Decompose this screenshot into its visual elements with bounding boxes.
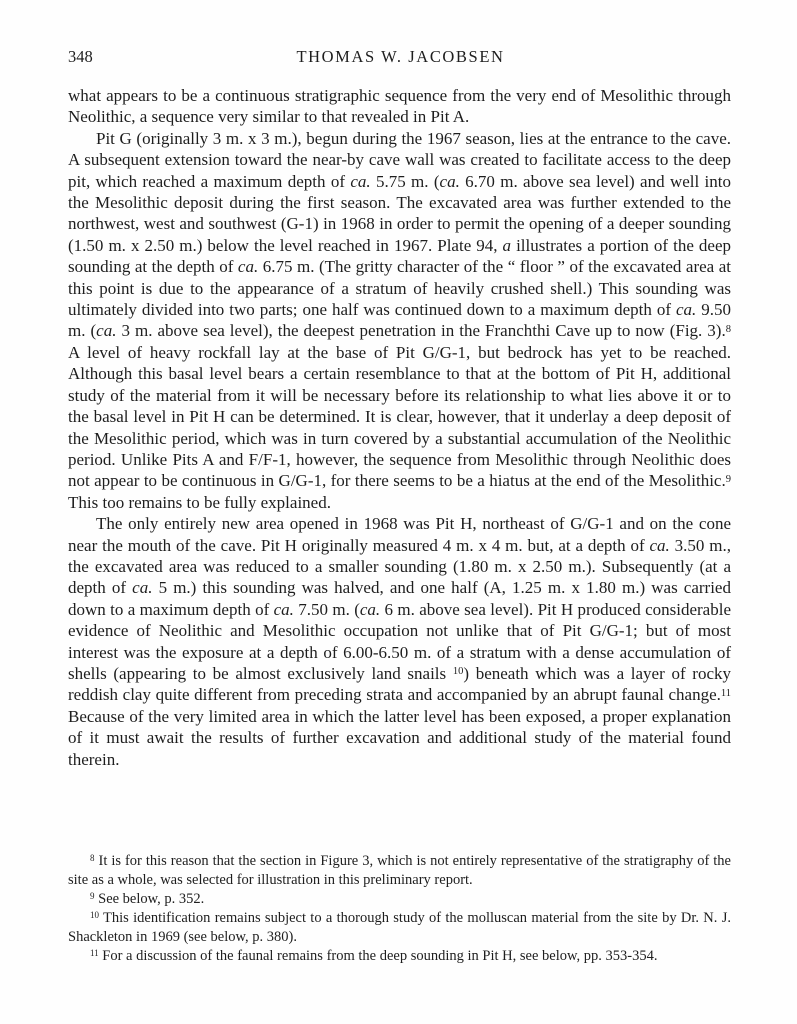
italic-text: ca.	[359, 599, 381, 619]
footnote-marker: 10	[90, 909, 99, 920]
italic-text: ca.	[439, 171, 460, 191]
italic-text: ca.	[237, 257, 259, 277]
running-header	[68, 47, 733, 69]
footnotes-section	[68, 852, 731, 966]
italic-text: ca.	[350, 171, 371, 191]
italic-text: a	[502, 235, 512, 255]
footnote-ref: 10	[452, 666, 464, 678]
footnote: $^{10}$ This identification remains subject to a thorough study of the molluscan material from the site by Dr. N. J. Shackleton in 1969 (see below, p. 380).	[68, 909, 731, 945]
footnote-ref: 9	[725, 473, 731, 485]
page-number: 348	[68, 47, 93, 66]
italic-text: ca.	[649, 535, 670, 555]
paragraph: The only entirely new area opened in 1968 was Pit H, northeast of G/G-1 and on the cone near the mouth of the cave. Pit H originally measured 4 m. x 4 m. but, at a depth of ca. 3.50 m., the excavated area was reduced to a smaller sounding (1.80 m. x 2.50 m.). Subsequently (at a depth of ca. 5 m.) this sounding was halved, and one half (A, 1.25 m. x 1.80 m.) was carried down to a maximum depth of ca. 7.50 m. (ca. 6 m. above sea level). Pit H produced considerable evidence of Neolithic and Mesolithic occupation not unlike that of Pit G/G-1; but of most interest was the exposure at a depth of 6.00-6.50 m. of a stratum with a dense accumulation of shells (appearing to be almost exclusively land snails $^{10}$) beneath which was a layer of rocky reddish clay quite different from preceding strata and accompanied by an abrupt faunal change.$^{11}$ Because of the very limited area in which the latter level has been exposed, a proper explanation of it must await the results of further excavation and additional study of the material found therein.	[68, 514, 732, 769]
paragraph: what appears to be a continuous stratigraphic sequence from the very end of Mesolithic through Neolithic, a sequence very similar to that revealed in Pit A.	[68, 86, 731, 127]
italic-text: ca.	[96, 321, 117, 341]
italic-text: ca.	[676, 300, 697, 320]
running-head-title: THOMAS W. JACOBSEN	[296, 47, 505, 66]
paragraph: Pit G (originally 3 m. x 3 m.), begun during the 1967 season, lies at the entrance to the cave. A subsequent extension toward the near-by cave wall was created to facilitate access to the deep pit, which reached a maximum depth of ca. 5.75 m. (ca. 6.70 m. above sea level) and well into the Mesolithic deposit during the first season. The excavated area was further extended to the northwest, west and southwest (G-1) in 1968 in order to permit the opening of a deeper sounding (1.50 m. x 2.50 m.) below the level reached in 1967. Plate 94, a illustrates a portion of the deep sounding at the depth of ca. 6.75 m. (The gritty character of the “ floor ” of the excavated area at this point is due to the appearance of a stratum of heavily crushed shell.) This sounding was ultimately divided into two parts; one half was continued down to a maximum depth of ca. 9.50 m. (ca. 3 m. above sea level), the deepest penetration in the Franchthi Cave up to now (Fig. 3).$^8$ A level of heavy rockfall lay at the base of Pit G/G-1, but bedrock has yet to be reached. Although this basal level bears a certain resemblance to that at the bottom of Pit H, additional study of the material from it will be necessary before its relationship to what lies above it or to the basal level in Pit H can be determined. It is clear, however, that it underlay a deep deposit of the Mesolithic period, which was in turn covered by a substantial accumulation of the Neolithic period. Unlike Pits A and F/F-1, however, the sequence from Mesolithic through Neolithic does not appear to be continuous in G/G-1, for there seems to be a hiatus at the end of the Mesolithic.$^9$ This too remains to be fully explained.	[68, 128, 732, 512]
italic-text: ca.	[273, 599, 294, 619]
footnote-marker: 8	[90, 852, 95, 863]
italic-text: ca.	[132, 578, 153, 598]
footnote-marker: 9	[90, 890, 95, 901]
footnote: $^9$ See below, p. 352.	[90, 890, 205, 907]
footnote: $^{11}$ For a discussion of the faunal remains from the deep sounding in Pit H, see below, pp. 353-354.	[90, 947, 658, 964]
body-paragraphs	[68, 85, 731, 770]
footnote-ref: 8	[725, 323, 731, 335]
footnote-ref: 11	[720, 687, 731, 699]
footnote-marker: 11	[90, 947, 99, 958]
footnote: $^8$ It is for this reason that the section in Figure 3, which is not entirely representative of the stratigraphy of the site as a whole, was selected for illustration in this preliminary report.	[68, 852, 731, 888]
